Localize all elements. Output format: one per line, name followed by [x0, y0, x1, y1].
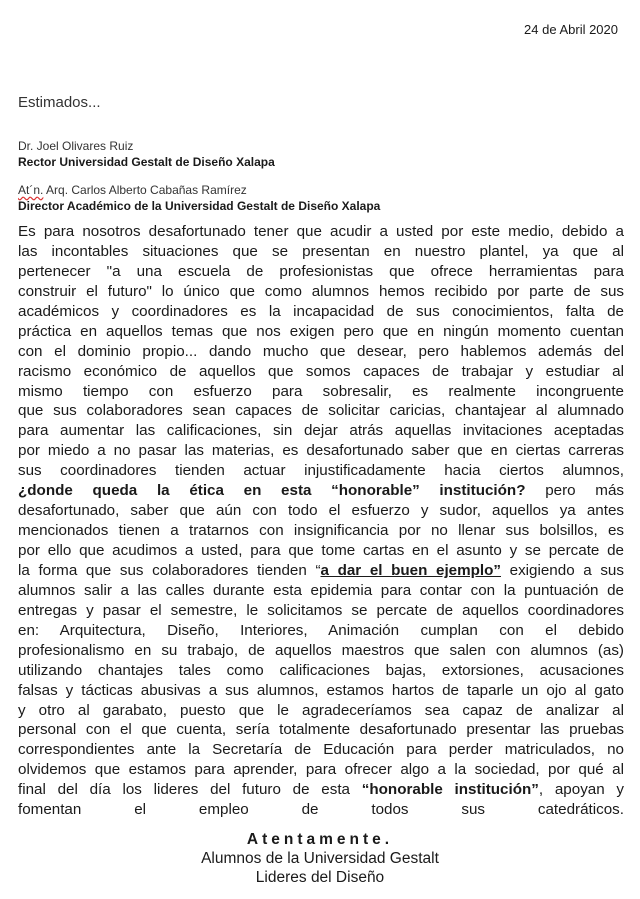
- recipient-title: Rector Universidad Gestalt de Diseño Xalapa: [18, 155, 275, 169]
- attention-prefix: At´n.: [18, 183, 44, 197]
- body-line: que sus colaboradores sean capaces de solicitar caricias, chantajear al alumnado: [18, 402, 624, 420]
- body-line: en: Arquitectura, Diseño, Interiores, Animación cumplan con el debido: [18, 621, 624, 639]
- body-text: la forma que sus colaboradores tienden: [18, 561, 307, 579]
- signature-line-1: Alumnos de la Universidad Gestalt: [201, 850, 439, 867]
- body-line: [18, 561, 624, 581]
- recipient-rector: [18, 138, 275, 170]
- body-line: académicos y coordinadores es la incapacidad de sus conocimientos, falta de: [18, 302, 624, 320]
- body-text: , apoyan y: [538, 781, 624, 799]
- body-line: fomentan el empleo de todos sus catedráticos.: [18, 801, 624, 819]
- body-line: por ello que acudimos a usted, para que tome cartas en el asunto y se percate de: [18, 542, 624, 559]
- body-line: [18, 481, 624, 501]
- recipient-name-line: [18, 182, 380, 198]
- closing: Atentamente.: [246, 831, 394, 848]
- recipient-name: Arq. Carlos Alberto Cabañas Ramírez: [46, 183, 247, 197]
- body-line: desafortunado, saber que aún con todo el esfuerzo y sudor, aquellos ya antes: [18, 502, 624, 520]
- body-line: falsas y tácticas abusivas a sus alumnos, estamos hartos de taparle un ojo al gato: [18, 681, 624, 699]
- recipient-name: Dr. Joel Olivares Ruiz: [18, 139, 134, 153]
- recipient-director: [18, 182, 380, 214]
- body-line: y otro al garabato, puesto que le agradeceríamos sea capaz de analizar al: [18, 701, 624, 719]
- body-line: práctica en aquellos temas que nos exigen pero que en ningún momento cuentan: [18, 322, 624, 340]
- good-example-phrase: a dar el buen ejemplo”: [320, 561, 501, 579]
- body-line: racismo económico de aquellos que somos capaces de trabajar y estudiar al: [18, 362, 624, 380]
- letter-body: [18, 222, 624, 820]
- body-line: las incontables situaciones que se presentan en nuestro plantel, ya que al: [18, 242, 624, 260]
- body-line: [18, 780, 624, 800]
- body-line: correspondientes ante la Secretaría de Educación para perder matriculados, no: [18, 741, 624, 759]
- body-line: alumnos salir a las calles durante esta epidemia para contar con la puntuación de: [18, 581, 624, 599]
- body-text: pero más: [545, 482, 624, 500]
- body-line: construir el futuro" lo único que como alumnos hemos recibido por parte de sus: [18, 282, 624, 300]
- quote-mark: “: [315, 561, 321, 579]
- body-text: final del día los lideres del futuro de esta: [18, 781, 351, 799]
- body-line: personal con el que cuenta, sería totalmente desafortunado presentar las pruebas: [18, 721, 624, 739]
- body-line: profesionalismo en su trabajo, de aquellos maestros que salen con alumnos (as): [18, 641, 624, 659]
- signature-block: [0, 830, 640, 887]
- body-line: entregas y pasar el semestre, le solicitamos se percate de aquellos coordinadores: [18, 601, 624, 619]
- body-line: sus coordinadores tienden actuar injustificadamente hacia ciertos alumnos,: [18, 462, 624, 480]
- signature-line-2: Lideres del Diseño: [255, 869, 385, 886]
- greeting: Estimados...: [18, 94, 101, 111]
- body-line: por miedo a no pasar las materias, es desafortunado saber que en ciertas carreras: [18, 442, 624, 460]
- letter-date: 24 de Abril 2020: [524, 22, 618, 37]
- body-line: mismo tiempo con esfuerzo para sobresalir, es realmente incongruente: [18, 382, 624, 400]
- body-line: Es para nosotros desafortunado tener que acudir a usted por este medio, debido a: [18, 223, 624, 240]
- body-line: mencionados tienen a tratarnos con insignificancia por no llenar sus bolsillos, es: [18, 522, 624, 540]
- body-text: exigiendo a sus: [509, 561, 624, 579]
- body-line: para aumentar las calificaciones, sin dejar atrás aquellas invitaciones aceptadas: [18, 422, 624, 440]
- honorable-institution-phrase: “honorable institución”: [361, 781, 539, 799]
- body-line: con el dominio propio... dando mucho que desear, pero hablemos además del: [18, 342, 624, 360]
- ethics-question: ¿donde queda la ética en esta “honorable” institución?: [18, 482, 526, 500]
- body-line: pertenecer "a una escuela de profesionistas que ofrece herramientas para: [18, 262, 624, 280]
- recipient-title: Director Académico de la Universidad Gestalt de Diseño Xalapa: [18, 199, 381, 213]
- body-line: olvidemos que estamos para aprender, para ofrecer algo a la sociedad, por qué al: [18, 761, 624, 779]
- body-line: utilizando chantajes tales como calificaciones bajas, extorsiones, acusaciones: [18, 661, 624, 679]
